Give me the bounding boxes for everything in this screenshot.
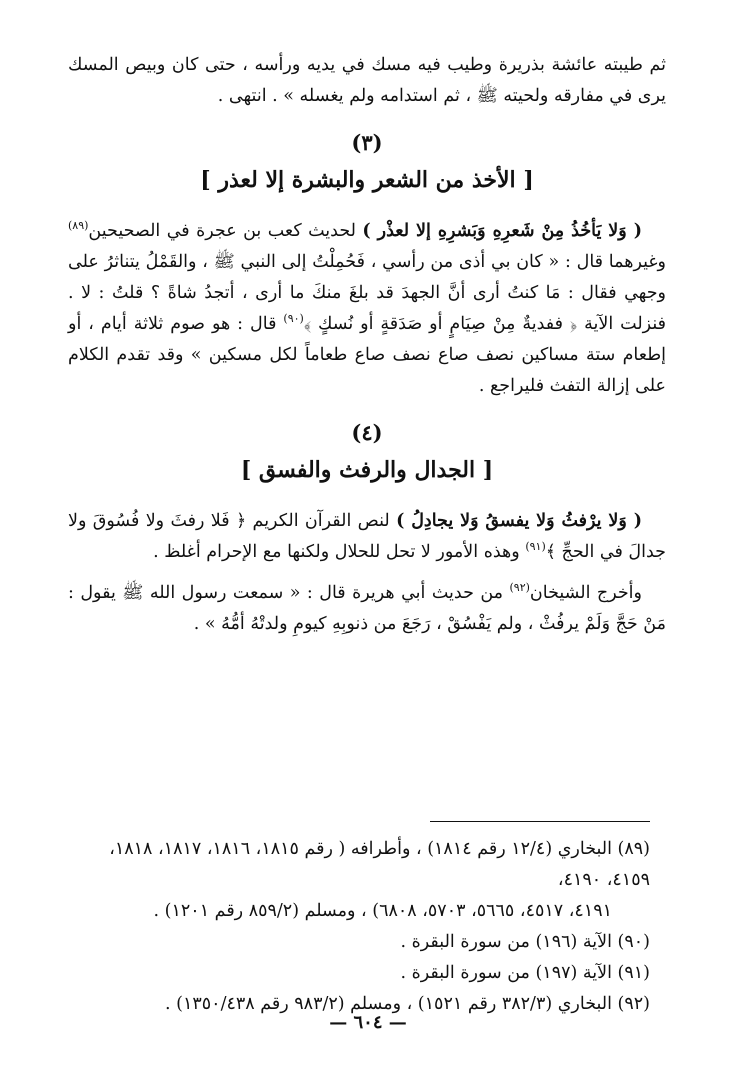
footnote-89 <box>82 834 650 896</box>
footnote-number: (٩١) <box>617 963 650 983</box>
section-3-text-2: وغيرهما قال : « كان بي أذى من رأسي ، فَحُمِلْتُ إلى النبي ﷺ ، والقَمْلُ يتناثرُ على وجهي فقال : مَا كنتُ أرى أنَّ الجهدَ قد بلغَ منكَ ما أرى ، أتجدُ شاةً ؟ قلتُ : لا . فنزلت الآية ﴿ ففديةٌ مِنْ صِيَامٍ أو صَدَقةٍ أو نُسكٍ ﴾ <box>68 252 666 334</box>
page-number: — ٦٠٤ — <box>329 1012 407 1033</box>
section-4-text-1: لنص القرآن الكريم ﴿ فَلا رفثَ ولا فُسُوقَ ولا جدالَ في الحجِّ ﴾ <box>68 511 666 562</box>
section-3-number: (٣) <box>351 130 383 155</box>
section-4-title: [ الجدال والرفث والفسق ] <box>240 457 494 483</box>
footnotes <box>82 834 650 1020</box>
footnote-89-continuation: ٤١٩١، ٤٥١٧، ٥٦٦٥، ٥٧٠٣، ٦٨٠٨) ، ومسلم (٨٥٩/٢ رقم ١٢٠١) . <box>153 901 612 921</box>
footnote-number: (٩٢) <box>617 994 650 1014</box>
section-4-p2-start: وأخرج الشيخان <box>529 583 642 603</box>
footnote-divider <box>430 821 650 822</box>
footnote-text: الآية (١٩٧) من سورة البقرة . <box>400 963 612 983</box>
section-3-lead: ( وَلا يَأخُذُ مِنْ شَعرِهِ وَبَشرِهِ إلا لعذْر ) <box>362 221 642 241</box>
intro-paragraph <box>68 50 666 112</box>
section-4-p2-rest: من حديث أبي هريرة قال : « سمعت رسول الله ﷺ يقول : مَنْ حَجَّ وَلَمْ يرفُثْ ، ولم يَفْسُقْ ، رَجَعَ من ذنوبِهِ كيومِ ولدتْهُ أمُّهُ » . <box>68 583 666 634</box>
section-3-text-1: لحديث كعب بن عجرة في الصحيحين <box>88 221 363 241</box>
section-4-paragraph-2 <box>68 578 666 640</box>
footnote-text: البخاري (١٢/٤ رقم ١٨١٤) ، وأطرافه ( رقم ١٨١٥، ١٨١٦، ١٨١٧، ١٨١٨، ٤١٥٩، ٤١٩٠، <box>109 839 650 890</box>
section-4-text-2: وهذه الأمور لا تحل للحلال ولكنها مع الإحرام أغلظ . <box>153 542 526 562</box>
footnote-number: (٨٩) <box>617 839 650 859</box>
section-4-paragraph <box>68 506 666 568</box>
footnote-number: (٩٠) <box>617 932 650 952</box>
footnote-ref-92[interactable]: (٩٢) <box>509 581 530 595</box>
footnote-ref-91[interactable]: (٩١) <box>525 540 546 554</box>
section-3-text-3: قال : هو صوم ثلاثة أيام ، أو إطعام ستة مساكين نصف صاع نصف صاع طعاماً لكل مسكين » وقد تقدم الكلام على إزالة التفث فليراجع . <box>68 314 666 396</box>
footnote-ref-90[interactable]: (٩٠) <box>283 312 304 326</box>
intro-line-1: ثم طيبته عائشة بذريرة وطيب فيه مسك في يديه ورأسه ، حتى كان وبيص المسك <box>68 55 666 75</box>
footnote-90 <box>82 927 650 958</box>
footnote-ref-89[interactable]: (٨٩) <box>68 219 89 233</box>
section-3-title: [ الأخذ من الشعر والبشرة إلا لعذر ] <box>200 167 534 193</box>
footnote-text: البخاري (٣٨٢/٣ رقم ١٥٢١) ، ومسلم (٩٨٣/٢ رقم ١٣٥٠/٤٣٨) . <box>165 994 612 1014</box>
section-3-paragraph <box>68 216 666 402</box>
section-4-number: (٤) <box>351 420 383 445</box>
section-4-lead: ( وَلا يرْفثُ وَلا يفسقُ وَلا يجادِلُ ) <box>396 511 642 531</box>
page-body <box>68 50 666 640</box>
intro-line-2: يرى في مفارقه ولحيته ﷺ ، ثم استدامه ولم يغسله » . انتهى . <box>217 86 666 106</box>
footnote-91 <box>82 958 650 989</box>
footnote-text: الآية (١٩٦) من سورة البقرة . <box>400 932 612 952</box>
